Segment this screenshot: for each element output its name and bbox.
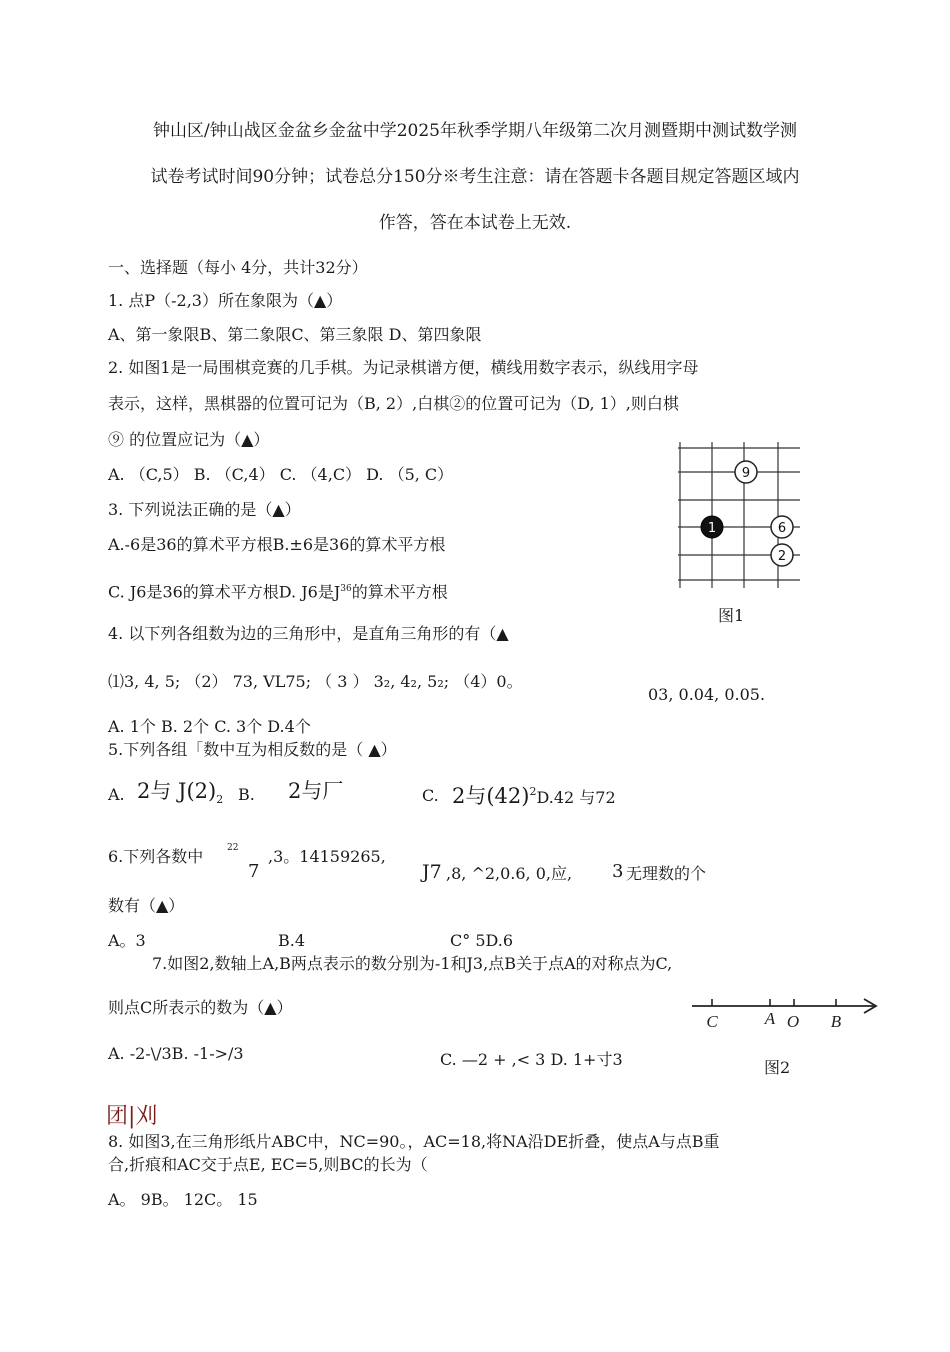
figure-2-caption: 图2 <box>764 1058 791 1077</box>
axis-label-o: O <box>786 1012 800 1031</box>
q3-option-line-2: C. J6是36的算术平方根D. J6是$J^{36}$的算术平方根 <box>108 582 448 602</box>
q1-options: A、第一象限B、第二象限C、第三象限 D、第四象限 <box>108 325 482 344</box>
svg-text:2: 2 <box>777 549 787 564</box>
q4-line-1-tail: 03, 0.04, 0.05. <box>648 685 766 704</box>
figure-2-number-line <box>690 994 882 1034</box>
q6-line-2: 数有（▲） <box>108 896 185 915</box>
q4-line-1: ⑴3, 4, 5; （2） 73, VL75; （ 3 ） 3₂, 4₂, 5₂; （4）0。 <box>108 672 523 691</box>
axis-label-b: B <box>830 1012 842 1031</box>
q2-line-3: ⑨ 的位置应记为（▲） <box>108 430 270 449</box>
axis-label-c: C <box>706 1012 718 1031</box>
q7-line-2: 则点C所表示的数为（▲） <box>108 998 293 1017</box>
title-line-2: 试卷考试时间90分钟；试卷总分150分※考生注意：请在答题卡各题目规定答题区域内 <box>150 167 800 187</box>
q7-options-cd: C. —2 + ,< 3 D. 1+寸3 <box>440 1050 623 1069</box>
q8-line-1: 8. 如图3,在三角形纸片ABC中，NC=90。，AC=18,将NA沿DE折叠，使点A与点B重 <box>108 1132 720 1151</box>
q7-line-1: 7.如图2,数轴上A,B两点表示的数分别为-1和J3,点B关于点A的对称点为C, <box>152 954 673 973</box>
q6-fraction-numerator: 22 <box>227 843 239 853</box>
q5-stem: 5.下列各组「数中互为相反数的是（ ▲） <box>108 740 397 759</box>
q2-line-1: 2. 如图1是一局围棋竞赛的几手棋。为记录棋谱方便，横线用数字表示，纵线用字母 <box>108 358 699 377</box>
q6-mid: ,3。14159265, <box>268 847 386 866</box>
title-line-3: 作答，答在本试卷上无效. <box>378 213 572 233</box>
q8-options: A。 9B。 12C。 15 <box>108 1190 258 1209</box>
q4-options: A. 1个 B. 2个 C. 3个 D.4个 <box>108 717 311 736</box>
figure-1-go-board <box>670 438 810 598</box>
q6-j7: J7 <box>422 861 442 883</box>
q6-tail: ,8, ^2,0.6, 0,应, <box>446 864 573 883</box>
q5-option-b-label: B. <box>238 785 255 804</box>
q6-stem: 6.下列各数中 <box>108 847 204 866</box>
q1-stem: 1. 点P（-2,3）所在象限为（▲） <box>108 291 343 310</box>
q6-tail-3: 3 <box>612 861 624 882</box>
q4-stem: 4. 以下列各组数为边的三角形中，是直角三角形的有（▲ <box>108 624 509 643</box>
q5-option-a: 2与 $J(2)_2$ <box>137 779 224 807</box>
svg-text:6: 6 <box>777 521 787 536</box>
q6-option-a: A。3 <box>108 931 146 950</box>
q6-option-b: B.4 <box>278 931 306 950</box>
q6-tail-text: 无理数的个 <box>626 864 707 883</box>
title-line-1: 钟山区/钟山战区金盆乡金盆中学2025年秋季学期八年级第二次月测暨期中测试数学测 <box>153 121 797 141</box>
q6-fraction-denominator: 7 <box>248 861 260 882</box>
black-stone-1 <box>701 516 723 538</box>
white-stone-6 <box>771 516 793 538</box>
svg-text:9: 9 <box>741 466 751 481</box>
svg-text:1: 1 <box>707 521 717 536</box>
q5-option-a-label: A. <box>108 785 125 804</box>
q6-option-cd: C° 5D.6 <box>450 931 514 950</box>
section-heading: 一、选择题（每小 4分，共计32分） <box>108 258 368 277</box>
q3-option-line-1: A.-6是36的算术平方根B.±6是36的算术平方根 <box>108 535 446 554</box>
q7-options-ab: A. -2-\/3B. -1->/3 <box>108 1044 244 1063</box>
q3-stem: 3. 下列说法正确的是（▲） <box>108 500 301 519</box>
q2-options: A. （C,5） B. （C,4） C. （4,C） D. （5, C） <box>108 465 454 484</box>
q5-option-c-label: C. <box>422 786 439 805</box>
q5-option-b: 2与厂 <box>288 779 344 803</box>
scan-artifact: 团|刈 <box>106 1104 158 1129</box>
figure-1-caption: 图1 <box>718 606 745 625</box>
axis-label-a: A <box>764 1009 776 1028</box>
q2-line-2: 表示，这样，黑棋器的位置可记为（B, 2）,白棋②的位置可记为（D, 1）,则白棋 <box>108 394 679 413</box>
q5-option-c: 2与$(42)^2D.42$ 与72 <box>452 784 616 808</box>
white-stone-9 <box>735 461 757 483</box>
q8-line-2: 合,折痕和AC交于点E, EC=5,则BC的长为（ <box>108 1155 428 1174</box>
white-stone-2 <box>771 544 793 566</box>
